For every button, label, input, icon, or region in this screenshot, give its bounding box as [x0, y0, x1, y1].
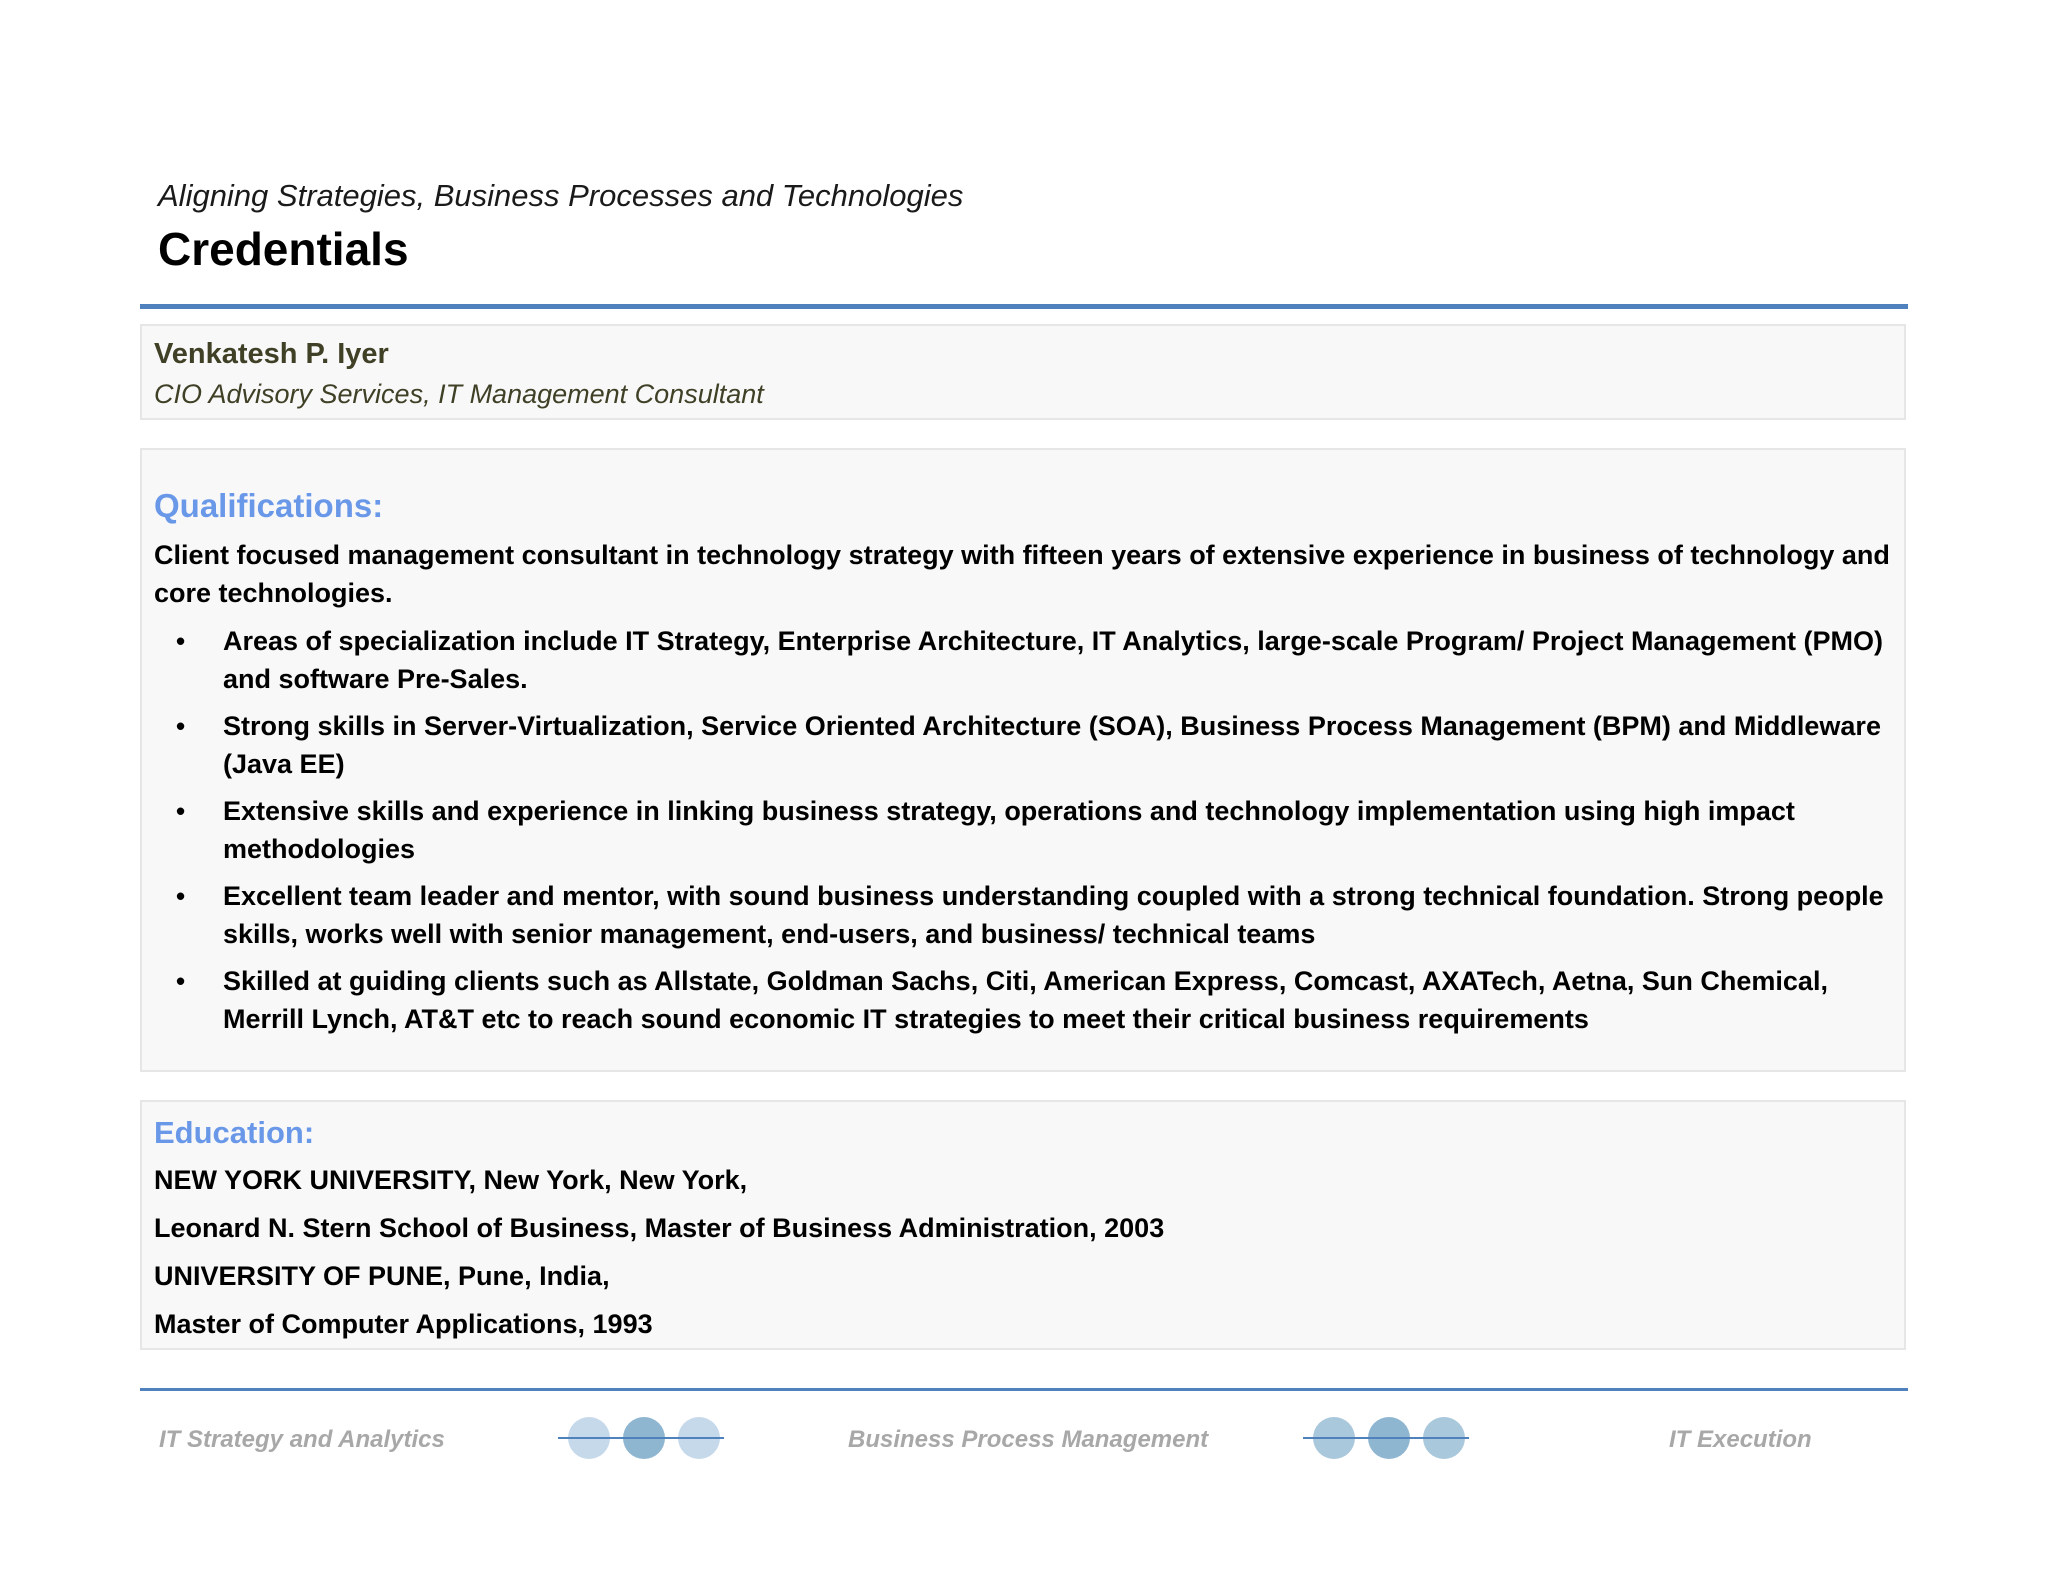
qualifications-section [140, 448, 1906, 1072]
bullet-icon: • [176, 796, 186, 826]
education-line: UNIVERSITY OF PUNE, Pune, India, [154, 1261, 610, 1291]
footer-label-execution: IT Execution [1669, 1426, 1812, 1453]
page-title: Credentials [158, 223, 409, 275]
education-line: NEW YORK UNIVERSITY, New York, New York, [154, 1165, 748, 1195]
qualifications-title: Qualifications: [154, 487, 384, 524]
header-divider [140, 304, 1908, 309]
education-section [140, 1100, 1906, 1350]
footer-label-bpm: Business Process Management [848, 1426, 1209, 1453]
circles-divider-icon [1303, 1414, 1473, 1462]
education-line: Master of Computer Applications, 1993 [154, 1309, 653, 1339]
list-item-text: Strong skills in Server-Virtualization, Service Oriented Architecture (SOA), Business Process Management (BPM) and Middleware (Java EE) [223, 711, 1881, 779]
education-title: Education: [154, 1115, 315, 1150]
list-item [154, 877, 1894, 953]
bullet-icon: • [176, 881, 186, 911]
page-header [158, 176, 963, 280]
bullet-icon: • [176, 711, 186, 741]
footer-label-strategy: IT Strategy and Analytics [159, 1426, 445, 1453]
list-item [154, 792, 1894, 868]
qualifications-list [154, 622, 1892, 1038]
education-line: Leonard N. Stern School of Business, Master of Business Administration, 2003 [154, 1213, 1165, 1243]
list-item [154, 707, 1894, 783]
footer-divider [140, 1388, 1908, 1391]
circles-divider-icon [558, 1414, 728, 1462]
bullet-icon: • [176, 966, 186, 996]
profile-name: Venkatesh P. Iyer [154, 338, 389, 370]
page-tagline: Aligning Strategies, Business Processes and Technologies [158, 178, 964, 213]
list-item [154, 962, 1894, 1038]
list-item-text: Extensive skills and experience in linking business strategy, operations and technology implementation using high impact methodologies [223, 796, 1795, 864]
list-item [154, 622, 1894, 698]
qualifications-intro: Client focused management consultant in technology strategy with fifteen years of extensive experience in business of technology and core technologies. [154, 540, 1890, 608]
bullet-icon: • [176, 626, 186, 656]
profile-role: CIO Advisory Services, IT Management Consultant [154, 379, 764, 409]
profile-card [140, 324, 1906, 420]
list-item-text: Skilled at guiding clients such as Allstate, Goldman Sachs, Citi, American Express, Comcast, AXATech, Aetna, Sun Chemical, Merrill Lynch, AT&T etc to reach sound economic IT strategies to meet their critical business requirements [223, 966, 1828, 1034]
list-item-text: Areas of specialization include IT Strategy, Enterprise Architecture, IT Analytics, large-scale Program/ Project Management (PMO) and software Pre-Sales. [223, 626, 1883, 694]
list-item-text: Excellent team leader and mentor, with sound business understanding coupled with a strong technical foundation. Strong people skills, works well with senior management, end-users, and business/ technical teams [223, 881, 1884, 949]
